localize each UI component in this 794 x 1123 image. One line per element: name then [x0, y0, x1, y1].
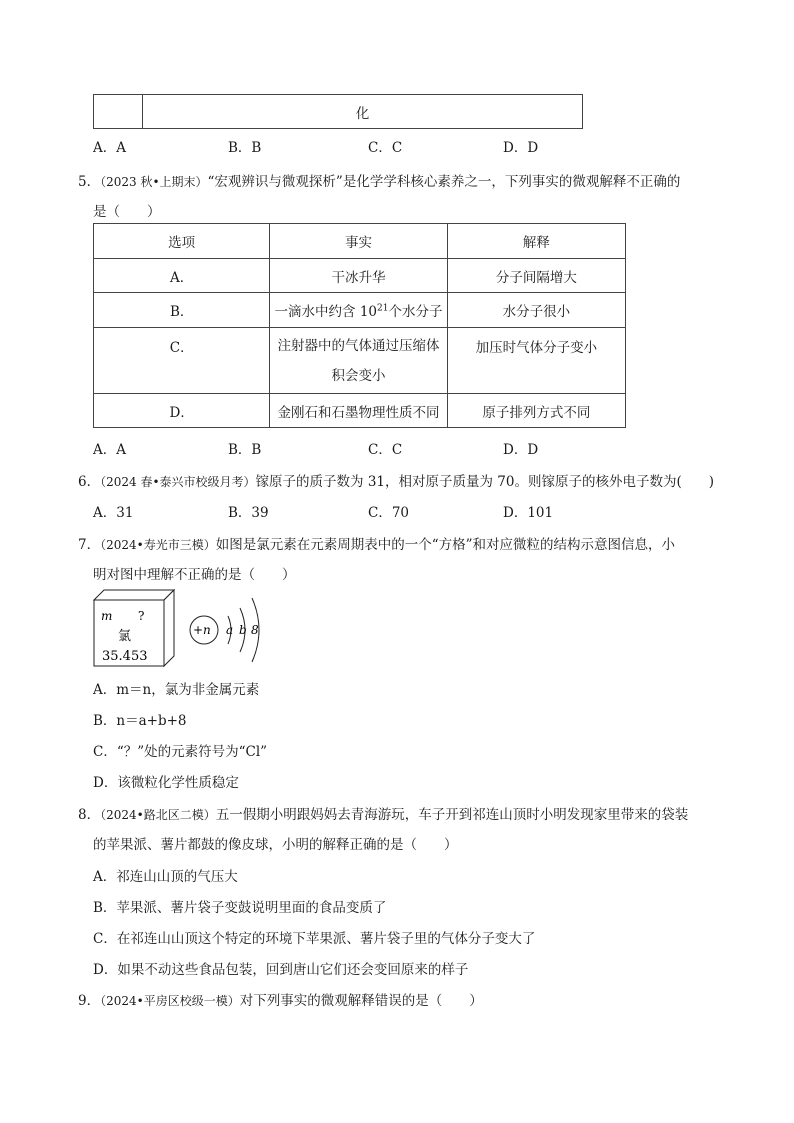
row-b-fact: 一滴水中约含 $10^{21}$个水分子 — [270, 293, 447, 328]
question-number: 9． — [78, 993, 101, 1009]
question-text: “宏观辨识与微观探析”是化学学科核心素养之一，下列事实的微观解释不正确的 — [207, 174, 681, 190]
q6-choices — [93, 501, 653, 519]
row-c-option: C． — [94, 328, 270, 394]
question-7-line2: 明对图中理解不正确的是（ ） — [93, 567, 296, 583]
shell-a-label: a — [226, 623, 234, 637]
question-text: 如图是氯元素在元素周期表中的一个“方格”和对应微粒的结构示意图信息，小 — [215, 537, 676, 553]
choice-c: C．70 — [368, 505, 410, 521]
q8-option-c: C．在祁连山山顶这个特定的环境下苹果派、薯片袋子里的气体分子变大了 — [93, 931, 536, 947]
question-text: 五一假期小明跟妈妈去青海游玩，车子开到祁连山顶时小明发现家里带来的袋装 — [215, 807, 689, 823]
row-c-explain: 加压时气体分子变小 — [447, 328, 625, 394]
question-text: 对下列事实的微观解释错误的是（ ） — [239, 993, 483, 1009]
q8-option-d: D．如果不动这些食品包装，回到唐山它们还会变回原来的样子 — [93, 962, 469, 978]
shell-b-label: b — [239, 623, 247, 637]
q4-choices — [93, 136, 653, 154]
question-8-line2: 的苹果派、薯片都鼓的像皮球，小明的解释正确的是（ ） — [93, 837, 458, 853]
q7-option-c: C．“？”处的元素符号为“Cl” — [93, 744, 268, 760]
q5-choices — [93, 438, 653, 456]
choice-a: A．A — [93, 140, 126, 156]
choice-d: D．D — [503, 442, 539, 458]
row-c-fact: 注射器中的气体通过压缩体 积会变小 — [270, 328, 447, 394]
row-d-fact: 金刚石和石墨物理性质不同 — [270, 394, 447, 428]
choice-a: A．31 — [93, 505, 134, 521]
choice-d: D．101 — [503, 505, 554, 521]
choice-a: A．A — [93, 442, 126, 458]
question-number: 8． — [78, 807, 101, 823]
q5-table — [93, 223, 626, 428]
question-number: 6． — [78, 474, 101, 490]
top-table-fragment — [93, 94, 583, 129]
question-6 — [78, 470, 714, 490]
question-source: （2024 春•泰兴市校级月考） — [100, 475, 256, 489]
nucleus-label: +n — [193, 623, 211, 637]
question-text: 镓原子的质子数为 31，相对原子质量为 70。则镓原子的核外电子数为( ) — [255, 474, 715, 490]
question-number: 7． — [78, 537, 101, 553]
choice-d: D．D — [503, 140, 539, 156]
choice-b: B．B — [228, 140, 262, 156]
q7-option-a: A．m＝n，氯为非金属元素 — [93, 682, 260, 698]
top-table-cell: 化 — [143, 95, 583, 129]
element-figure — [92, 588, 272, 668]
q8-option-b: B．苹果派、薯片袋子变鼓说明里面的食品变质了 — [93, 900, 387, 916]
row-b-explain: 水分子很小 — [447, 293, 625, 328]
header-option: 选项 — [94, 224, 270, 259]
row-d-option: D． — [94, 394, 270, 428]
header-fact: 事实 — [270, 224, 447, 259]
cube-symbol-m: m — [101, 609, 113, 623]
question-7-line1 — [78, 533, 675, 553]
question-5-line1 — [78, 170, 680, 190]
cube-atomic-mass: 35.453 — [102, 649, 148, 664]
row-a-explain: 分子间隔增大 — [447, 259, 625, 293]
question-number: 5． — [78, 174, 101, 190]
question-source: （2024•平房区校级一模） — [100, 994, 240, 1008]
question-9 — [78, 989, 483, 1009]
cube-element-name: 氯 — [118, 629, 132, 644]
q8-option-a: A．祁连山山顶的气压大 — [93, 869, 238, 885]
q7-option-d: D．该微粒化学性质稳定 — [93, 775, 239, 791]
question-source: （2024•路北区二模） — [100, 808, 216, 822]
question-5-line2: 是（ ） — [93, 204, 161, 220]
header-explain: 解释 — [447, 224, 625, 259]
question-8-line1 — [78, 803, 688, 823]
question-source: （2024•寿光市三模） — [100, 538, 216, 552]
cube-symbol-question: ? — [138, 609, 145, 623]
choice-c: C．C — [368, 140, 403, 156]
q7-option-b: B．n＝a+b+8 — [93, 713, 187, 729]
row-d-explain: 原子排列方式不同 — [447, 394, 625, 428]
question-source: （2023 秋•上期末） — [100, 175, 208, 189]
choice-b: B．B — [228, 442, 262, 458]
row-a-option: A． — [94, 259, 270, 293]
row-b-option: B． — [94, 293, 270, 328]
choice-b: B．39 — [228, 505, 269, 521]
shell-8-label: 8 — [251, 623, 259, 637]
row-a-fact: 干冰升华 — [270, 259, 447, 293]
choice-c: C．C — [368, 442, 403, 458]
